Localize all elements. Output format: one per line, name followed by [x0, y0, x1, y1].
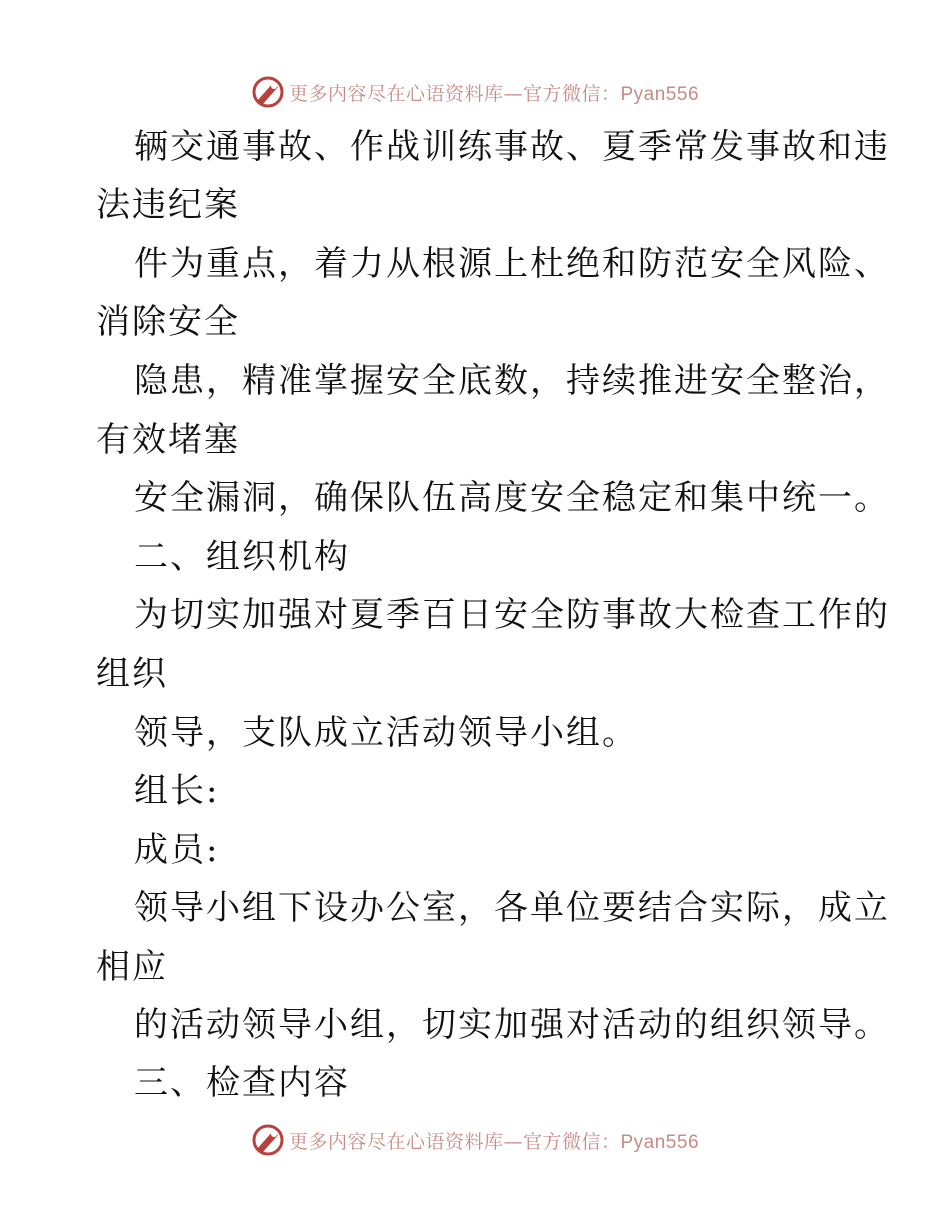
footer-dash: —: [503, 1130, 523, 1153]
body-line: 法违纪案: [96, 185, 240, 225]
body-line: 隐患，精准掌握安全底数，持续推进安全整治，: [134, 361, 890, 401]
footer-wechat-text: 官方微信：Pyan556: [523, 1131, 700, 1153]
body-line: 的活动领导小组，切实加强对活动的组织领导。: [134, 1005, 890, 1045]
section-heading: 三、检查内容: [134, 1063, 350, 1103]
body-line: 消除安全: [96, 302, 240, 342]
footer-site-text: 更多内容尽在心语资料库: [288, 1130, 504, 1153]
pen-logo-icon: [251, 75, 285, 109]
header-dash: —: [503, 82, 523, 105]
section-heading: 二、组织机构: [134, 537, 350, 577]
body-line: 有效堵塞: [96, 420, 240, 460]
footer-watermark-banner: [0, 1120, 950, 1160]
header-banner-text: [289, 79, 699, 106]
body-line: 相应: [96, 947, 168, 987]
header-wechat-text: 官方微信：Pyan556: [523, 83, 700, 105]
body-line: 领导，支队成立活动领导小组。: [134, 713, 638, 753]
body-line: 件为重点，着力从根源上杜绝和防范安全风险、: [134, 244, 890, 284]
header-site-text: 更多内容尽在心语资料库: [288, 82, 504, 105]
body-line: 组长:: [134, 771, 220, 811]
body-line: 安全漏洞，确保队伍高度安全稳定和集中统一。: [134, 478, 890, 518]
footer-banner-text: [289, 1127, 699, 1154]
body-line: 为切实加强对夏季百日安全防事故大检查工作的: [134, 595, 890, 635]
body-line: 成员:: [134, 830, 220, 870]
body-line: 辆交通事故、作战训练事故、夏季常发事故和违: [134, 127, 890, 167]
header-watermark-banner: [0, 72, 950, 112]
body-line: 组织: [96, 654, 168, 694]
pen-logo-icon: [251, 1123, 285, 1157]
body-line: 领导小组下设办公室，各单位要结合实际，成立: [134, 888, 890, 928]
